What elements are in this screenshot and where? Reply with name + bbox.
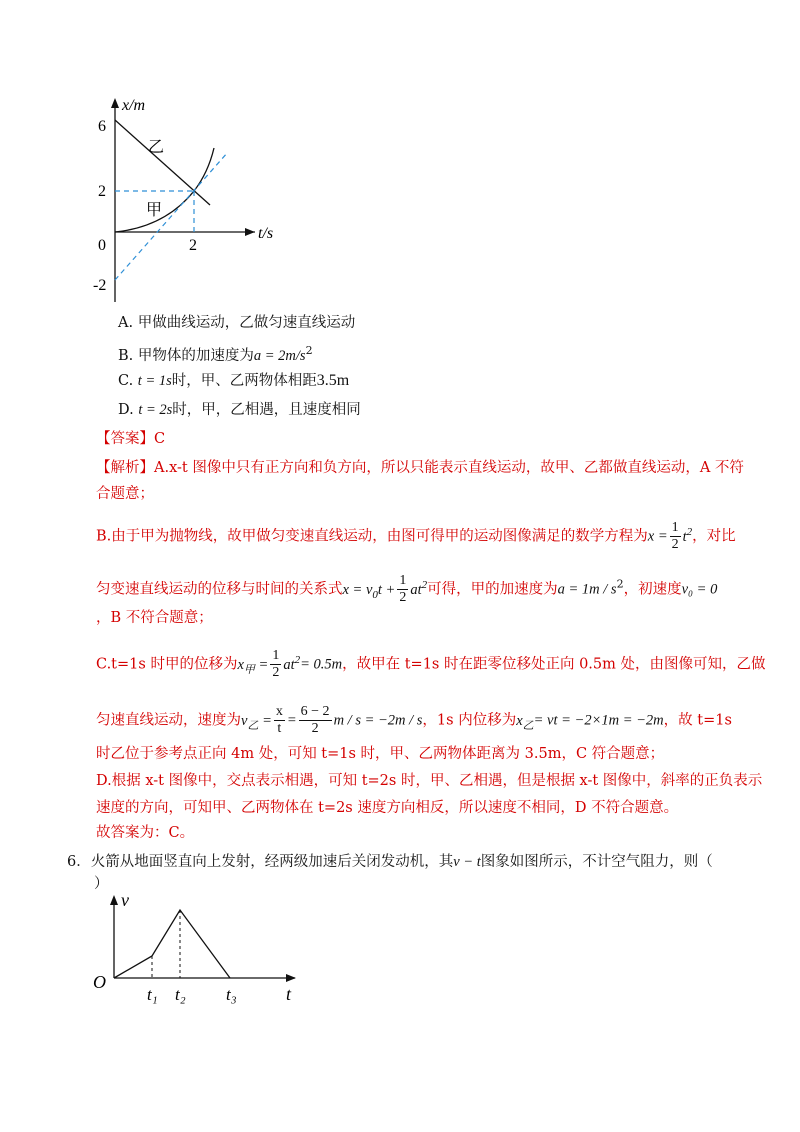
analysis-b2-init: ，初速度 xyxy=(623,581,682,598)
t3-label: t₃ xyxy=(226,985,237,1004)
analysis-c-val: = 0.5m xyxy=(300,656,343,673)
analysis-b-line3: ，B 不符合题意； xyxy=(96,610,213,626)
analysis-b-line2: 匀变速直线运动的位移与时间的关系式$x = v_0t$ + $\frac{1}{2}$ $at^2$可得，甲的加速度为$a = 1m / s^2$，初速度v₀ = 0 xyxy=(96,573,718,605)
x-axis-arrow xyxy=(245,228,255,236)
option-c-text: 时，甲、乙两物体相距 xyxy=(171,373,317,389)
option-b-formula: a = 2m/s xyxy=(253,348,306,364)
option-b-prefix: B. xyxy=(118,348,134,364)
analysis-b2-accel: a = 1m / s xyxy=(557,581,617,598)
analysis-c-line2: 匀速直线运动，速度为$v_乙$ = $\frac{x}{t}$ = $\frac{6 - 2}{2}$ m / s = −2m / s，1s 内位移为$x_乙=$ vt = −2×1m = −2m，故 t=1s xyxy=(96,704,732,736)
t-axis-label: t xyxy=(286,984,292,1004)
y-axis-arrow xyxy=(111,98,119,108)
v-axis-arrow xyxy=(110,895,118,905)
analysis-a-line2: 合题意； xyxy=(96,486,154,502)
v-axis-label: v xyxy=(121,890,129,910)
option-b-text: 甲物体的加速度为 xyxy=(137,348,254,364)
vt-line xyxy=(114,910,230,978)
option-c-value: 3.5m xyxy=(316,372,350,389)
analysis-c2-post: ，故 t=1s xyxy=(663,712,732,729)
question-6-line2: ） xyxy=(94,876,109,892)
analysis-c2-pre: 匀速直线运动，速度为 xyxy=(96,712,241,729)
analysis-b2-v0: v₀ = 0 xyxy=(681,581,718,598)
x-axis-label: t/s xyxy=(258,225,274,242)
t1-label: t₁ xyxy=(147,985,158,1004)
question-6-text-post: 图象如图所示，不计空气阻力，则（ xyxy=(480,854,713,870)
answer: 【答案】C xyxy=(96,431,166,447)
option-a xyxy=(118,313,355,333)
y-tick-neg2: -2 xyxy=(93,277,107,294)
y-tick-2: 2 xyxy=(98,183,106,200)
analysis-a-text: A.x-t 图像中只有正方向和负方向，所以只能表示直线运动，故甲、乙都做直线运动，A 不符 xyxy=(154,460,744,476)
t-axis-arrow xyxy=(286,974,296,982)
option-c-prefix: C. xyxy=(118,373,134,389)
analysis-final: 故答案为：C。 xyxy=(96,825,195,841)
vt-graph xyxy=(90,890,320,1010)
option-c xyxy=(118,371,349,391)
xt-graph xyxy=(90,92,390,302)
analysis-tag: 【解析】 xyxy=(96,460,154,476)
analysis-b-text: B.由于甲为抛物线，故甲做匀变速直线运动，由图可得甲的运动图像满足的数学方程为 xyxy=(96,528,648,545)
option-d-text: 时，甲，乙相遇，且速度相同 xyxy=(172,402,361,418)
option-d-formula: t = 2s xyxy=(138,402,173,418)
analysis-c-post: ，故甲在 t=1s 时在距零位移处正向 0.5m 处，由图像可知，乙做 xyxy=(342,656,766,673)
t2-label: t₂ xyxy=(175,985,186,1004)
y-tick-0: 0 xyxy=(98,237,106,254)
question-6-vt: v − t xyxy=(453,854,481,870)
origin-label: O xyxy=(93,972,106,992)
y-axis-label: x/m xyxy=(122,97,146,114)
analysis-d-line1: D.根据 x-t 图像中，交点表示相遇，可知 t=2s 时，甲、乙相遇，但是根据 x-t 图像中，斜率的正负表示 xyxy=(96,773,763,789)
question-6-text-pre: 火箭从地面竖直向上发射，经两级加速后关闭发动机，其 xyxy=(90,854,454,870)
analysis-a-line1 xyxy=(96,458,744,478)
y-tick-6: 6 xyxy=(98,118,106,135)
analysis-c2-val: m / s = −2m / s xyxy=(333,712,423,729)
analysis-c-line3: 时乙位于参考点正向 4m 处，可知 t=1s 时，甲、乙两物体距离为 3.5m，C 符合题意； xyxy=(96,746,665,762)
analysis-c2-disp: = vt = −2×1m = −2m xyxy=(533,712,664,729)
analysis-c-line1: C.t=1s 时甲的位移为$x_甲$ = $\frac{1}{2}$ $at^2= 0.5m$，故甲在 t=1s 时在距零位移处正向 0.5m 处，由图像可知，乙做 xyxy=(96,648,766,680)
analysis-b-line1: B.由于甲为抛物线，故甲做匀变速直线运动，由图可得甲的运动图像满足的数学方程为x = $\frac{1}{2}$ $t^2$，对比 xyxy=(96,520,736,552)
analysis-b-end: ，对比 xyxy=(692,528,736,545)
analysis-c-pre: C.t=1s 时甲的位移为 xyxy=(96,656,238,673)
option-d-prefix: D. xyxy=(118,402,134,418)
option-a-text: 甲做曲线运动，乙做匀速直线运动 xyxy=(137,315,356,331)
x-tick-2: 2 xyxy=(189,237,197,254)
option-b xyxy=(118,341,313,366)
jia-curve xyxy=(115,148,214,232)
jia-label: 甲 xyxy=(146,202,163,219)
yi-label: 乙 xyxy=(148,139,165,156)
question-6-number: 6． xyxy=(67,854,91,870)
option-d xyxy=(118,400,361,420)
option-b-sup: 2 xyxy=(305,344,313,357)
analysis-b2-pre: 匀变速直线运动的位移与时间的关系式 xyxy=(96,581,343,598)
analysis-b2-mid: 可得，甲的加速度为 xyxy=(427,581,558,598)
analysis-c2-mid: ，1s 内位移为 xyxy=(422,712,517,729)
yi-line xyxy=(115,120,210,205)
option-c-formula: t = 1s xyxy=(137,373,172,389)
analysis-d-line2: 速度的方向，可知甲、乙两物体在 t=2s 速度方向相反，所以速度不相同，D 不符合题意。 xyxy=(96,800,679,816)
option-a-prefix: A. xyxy=(118,315,134,331)
question-6 xyxy=(67,852,713,872)
